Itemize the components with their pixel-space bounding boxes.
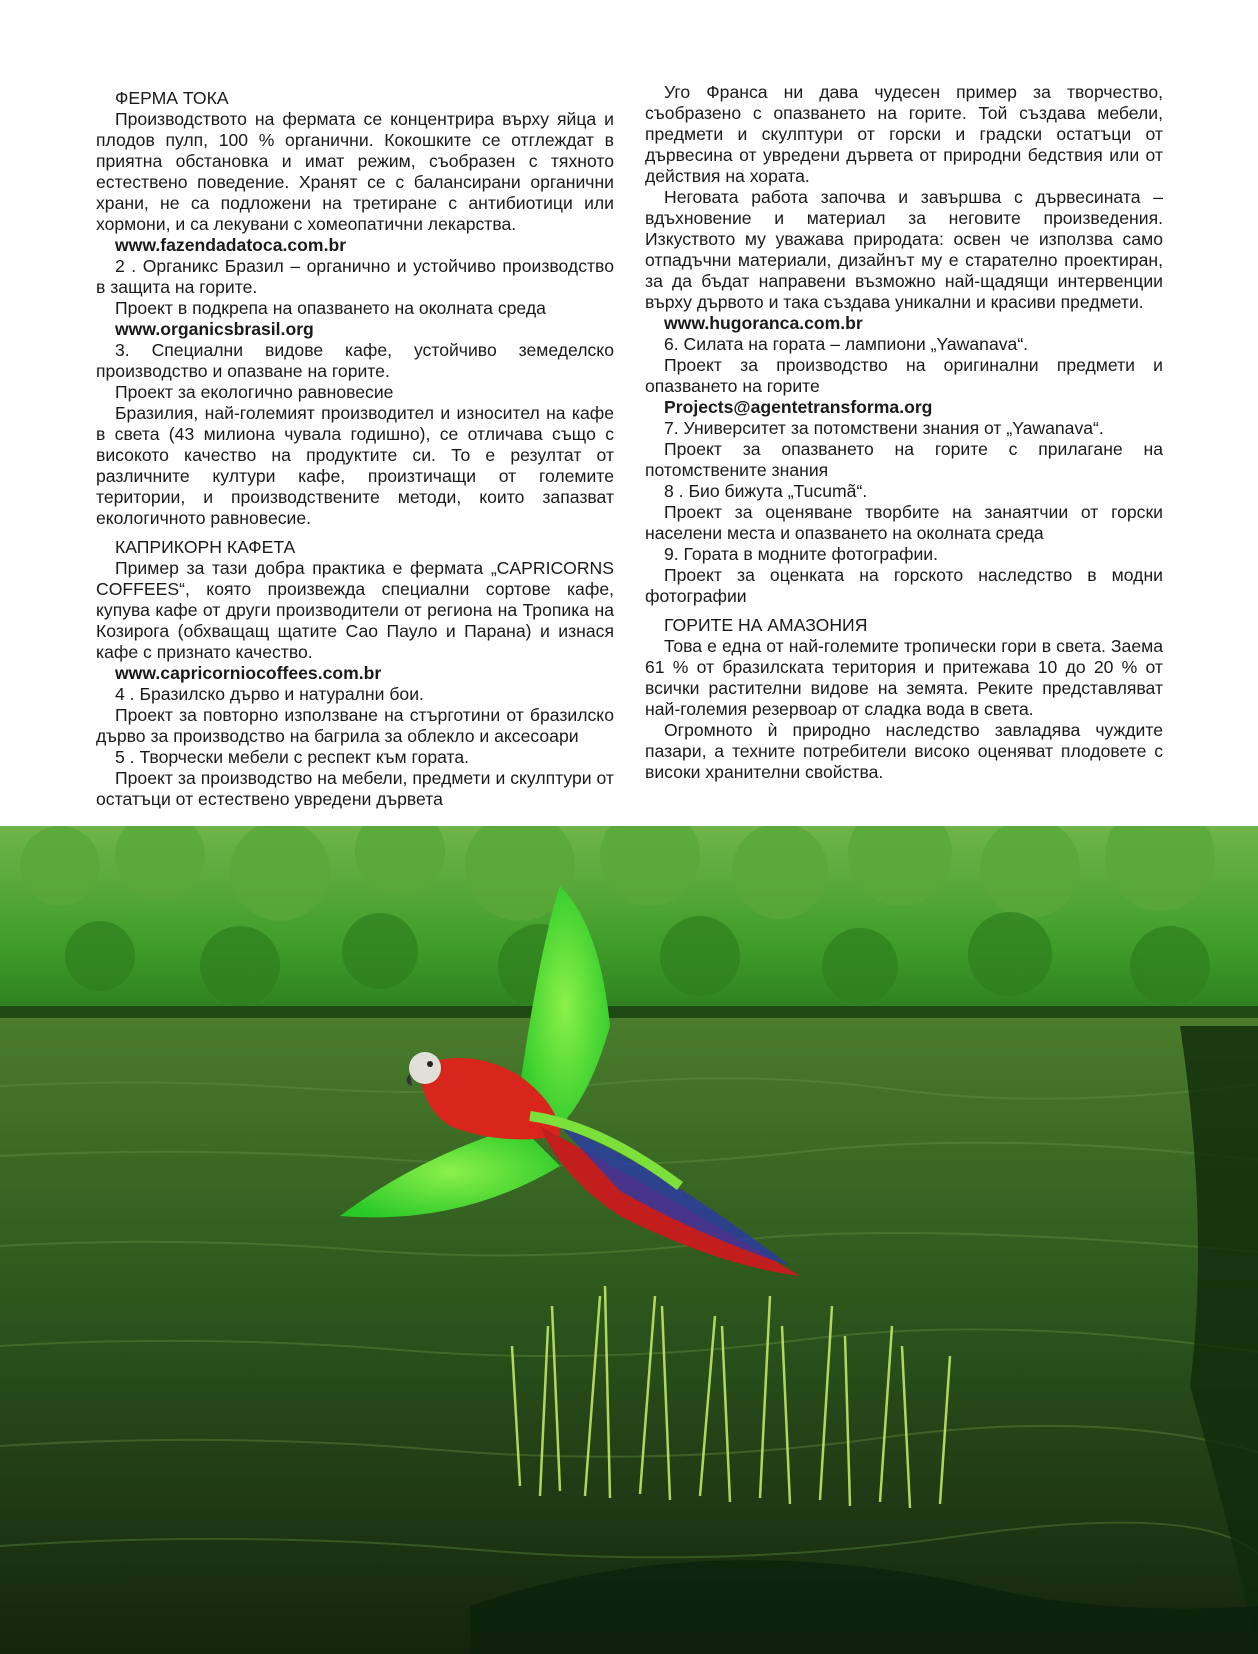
paragraph: Проект за екологично равновесие — [115, 382, 394, 402]
paragraph: 8 . Био бижута „Tucumã“. — [664, 481, 868, 501]
paragraph: Производството на фермата се концентрира върху яйца и плодов пулп, 100 % органични. Кокошките се отглеждат в приятна обстановка и имат режим, съобразен с тяхното естествено поведение. Хранят се с балансирани органични храни, не са подложени на третиране с антибиотици или хормони, и са лекувани с хомеопатични лекарства. — [96, 109, 614, 234]
section-heading: КАПРИКОРН КАФЕТА — [115, 537, 296, 557]
macaw-lake-photo — [0, 826, 1258, 1654]
paragraph: Това е една от най-големите тропически гори в света. Заема 61 % от бразилската територия и притежава 10 до 20 % от всички растителни видове на земята. Реките представляват най-големия резервоар от сладка вода в света. — [645, 636, 1163, 719]
paragraph: Огромното ѝ природно наследство завладява чуждите пазари, а техните потребители високо оценяват плодовете с високи хранителни свойства. — [645, 720, 1163, 782]
paragraph: 7. Университет за потомствени знания от „Yawanava“. — [664, 418, 1104, 438]
paragraph: Бразилия, най-големият производител и износител на кафе в света (43 милиона чувала годишно), се отличава също с високото качество на продуктите си. То е резултат от различните култури кафе, произтичащи от големите територии, и производствените методи, които запазват екологичното равновесие. — [96, 403, 614, 528]
paragraph: Пример за тази добра практика е фермата „CAPRICORNS COFFEES“, която произвежда специални сортове кафе, купува кафе от други производители от региона на Тропика на Козирога (обхващащ щатите Сао Пауло и Парана) и изнася кафе с признато качество. — [96, 558, 614, 662]
paragraph: 3. Специални видове кафе, устойчиво земеделско производство и опазване на горите. — [96, 340, 614, 381]
paragraph: Проект за оценяване творбите на занаятчии от горски населени места и опазването на околната среда — [645, 502, 1163, 543]
paragraph: Проект за повторно използване на стърготини от бразилско дърво за производство на багрила за облекло и аксесоари — [96, 705, 614, 746]
right-column — [645, 82, 1163, 783]
section-heading: ФЕРМА ТОКА — [115, 88, 229, 108]
section-heading: ГОРИТЕ НА АМАЗОНИЯ — [664, 615, 868, 635]
web-link[interactable]: www.organicsbrasil.org — [115, 319, 314, 339]
web-link[interactable]: www.capricorniocoffees.com.br — [115, 663, 382, 683]
web-link[interactable]: www.hugoranca.com.br — [664, 313, 863, 333]
paragraph: 5 . Творчески мебели с респект към гората. — [115, 747, 470, 767]
paragraph: Проект за опазването на горите с прилагане на потомствените знания — [645, 439, 1163, 480]
paragraph: Неговата работа започва и завършва с дървесината – вдъхновение и материал за неговите произведения. Изкуството му уважава природата: освен че използва само отпадъчни материали, дизайнът му е старателно проектиран, за да бъдат направени възможно най-щадящи интервенции върху дървото и така създава уникални и красиви предмети. — [645, 187, 1163, 312]
paragraph: 2 . Органикс Бразил – органично и устойчиво производство в защита на горите. — [96, 256, 614, 297]
paragraph: Проект за оценката на горското наследство в модни фотографии — [645, 565, 1163, 606]
paragraph: Проект за производство на оригинални предмети и опазването на горите — [645, 355, 1163, 396]
paragraph: Проект за производство на мебели, предмети и скулптури от остатъци от естествено увредени дървета — [96, 768, 614, 809]
web-link[interactable]: Projects@agentetransforma.org — [664, 397, 933, 417]
left-column — [96, 88, 614, 810]
paragraph: 6. Силата на гората – лампиони „Yawanava“. — [664, 334, 1029, 354]
paragraph: 4 . Бразилско дърво и натурални бои. — [115, 684, 424, 704]
web-link[interactable]: www.fazendadatoca.com.br — [115, 235, 347, 255]
paragraph: Уго Франса ни дава чудесен пример за творчество, съобразено с опазването на горите. Той създава мебели, предмети и скулптури от горски и градски остатъци от дървесина от увредени дървета от природни бедствия или от действия на хората. — [645, 82, 1163, 186]
paragraph: Проект в подкрепа на опазването на околната среда — [115, 298, 546, 318]
paragraph: 9. Гората в модните фотографии. — [664, 544, 939, 564]
